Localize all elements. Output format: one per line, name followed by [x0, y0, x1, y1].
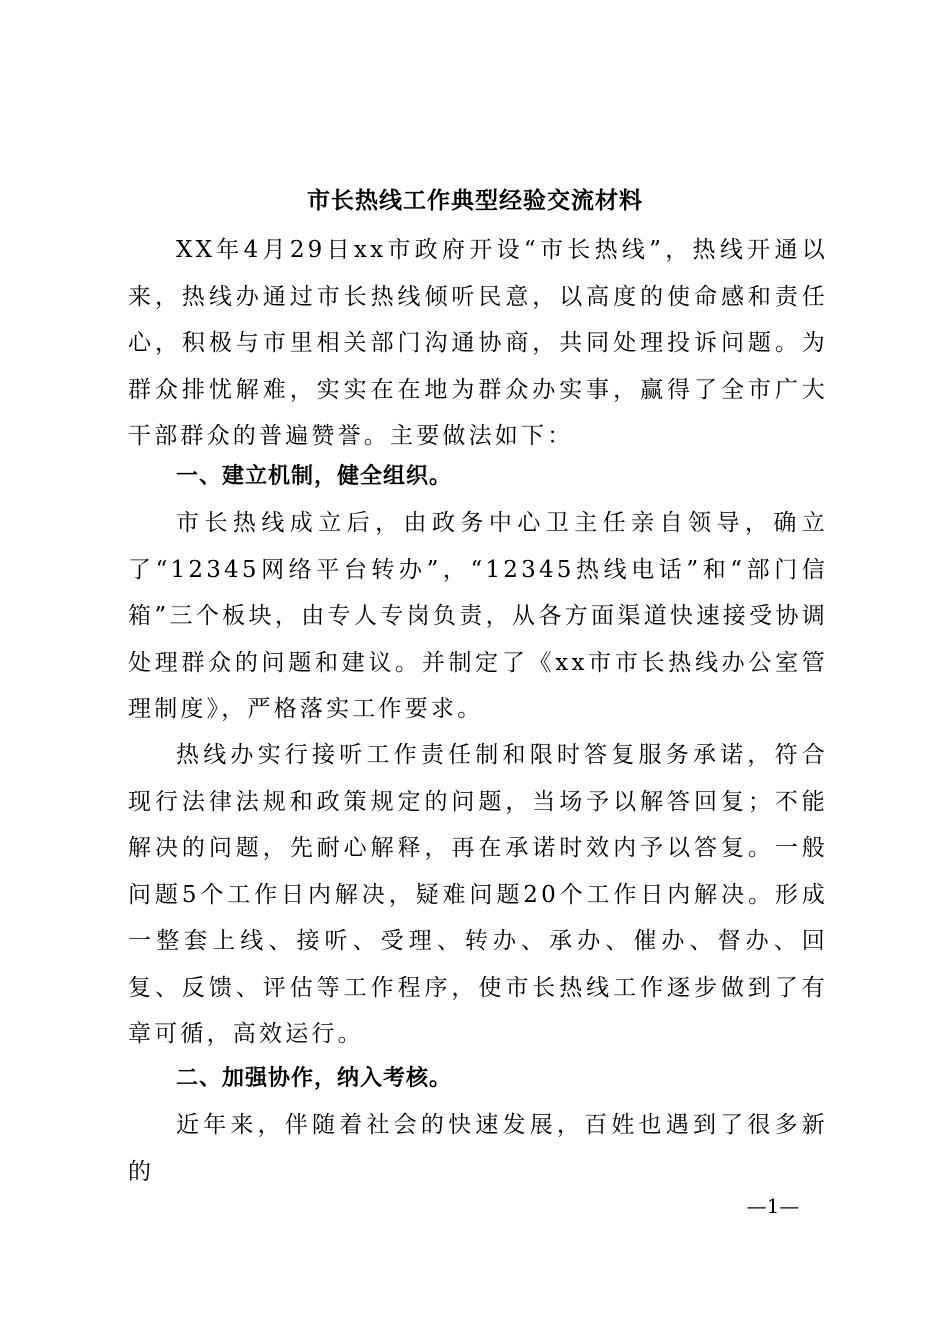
section-1-paragraph-2: 热线办实行接听工作责任制和限时答复服务承诺，符合现行法律法规和政策规定的问题，当场予以解答回复；不能解决的问题，先耐心解释，再在承诺时效内予以答复。一般问题5个工作日内解决，疑难问题20个工作日内解决。形成一整套上线、接听、受理、转办、承办、催办、督办、回复、反馈、评估等工作程序，使市长热线工作逐步做到了有章可循，高效运行。 [128, 742, 828, 1047]
section-2-paragraph-1: 近年来，伴随着社会的快速发展，百姓也遇到了很多新的 [128, 1112, 828, 1185]
section-heading-1: 一、建立机制，健全组织。 [176, 464, 453, 489]
document-title: 市长热线工作典型经验交流材料 [307, 187, 643, 214]
section-heading-2: 二、加强协作，纳入考核。 [176, 1066, 453, 1091]
page-number: —1— [746, 1194, 800, 1218]
section-1-paragraph-1: 市长热线成立后，由政务中心卫主任亲自领导，确立了“12345网络平台转办”，“12345热线电话”和“部门信箱”三个板块，由专人专岗负责，从各方面渠道快速接受协调处理群众的问题和建议。并制定了《xx市市长热线办公室管理制度》，严格落实工作要求。 [128, 510, 828, 722]
intro-paragraph: XX年4月29日xx市政府开设“市长热线”，热线开通以来，热线办通过市长热线倾听民意，以高度的使命感和责任心，积极与市里相关部门沟通协商，共同处理投诉问题。为群众排忧解难，实实在在地为群众办实事，赢得了全市广大干部群众的普遍赞誉。主要做法如下： [128, 237, 828, 449]
